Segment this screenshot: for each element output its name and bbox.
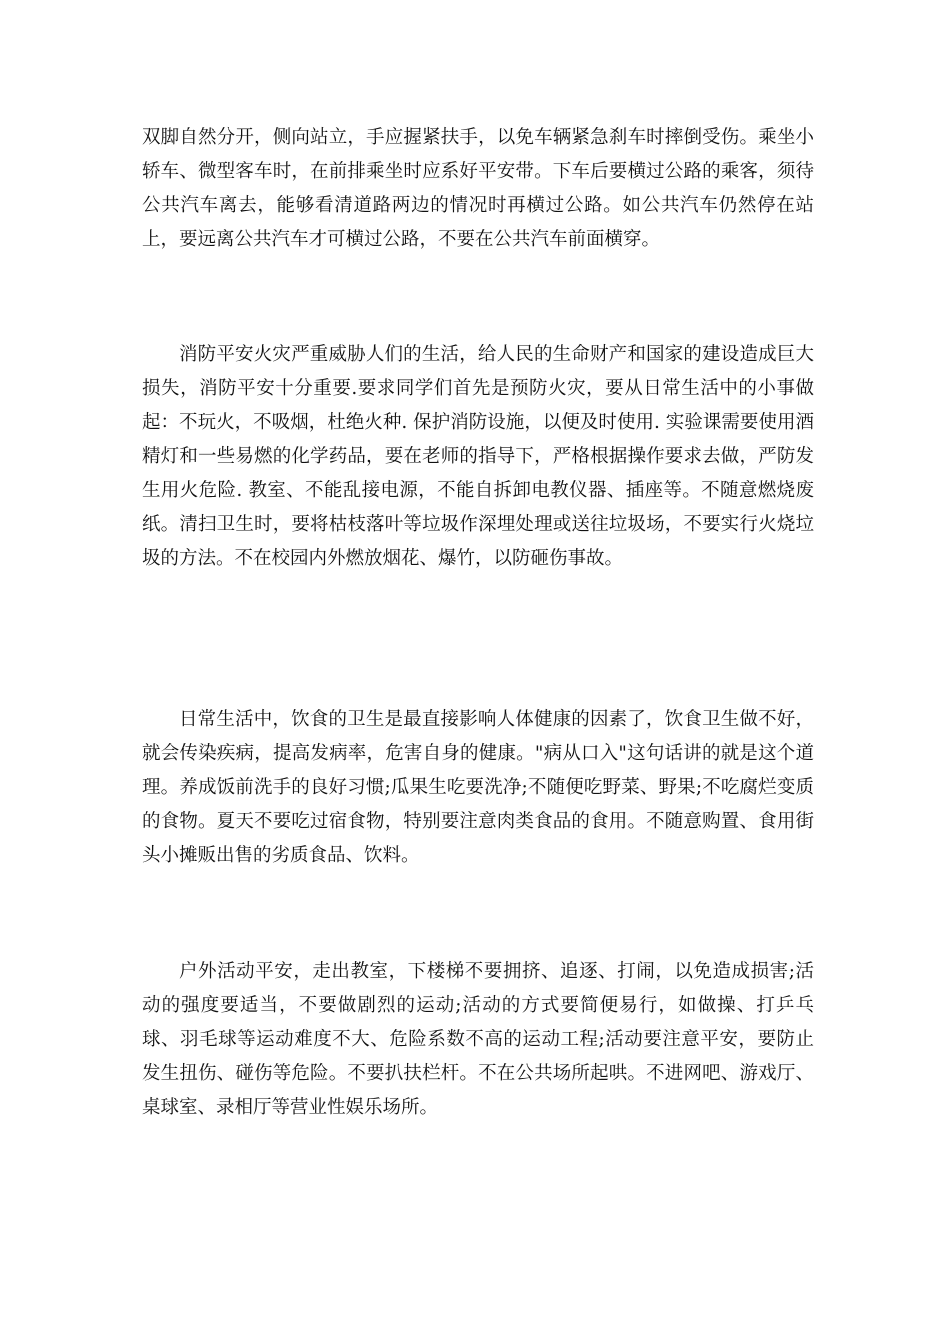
paragraph-bus-safety: 双脚自然分开，侧向站立，手应握紧扶手，以免车辆紧急刹车时摔倒受伤。乘坐小轿车、微型客车时，在前排乘坐时应系好平安带。下车后要横过公路的乘客，须待公共汽车离去，能够看清道路两边的情况时再横过公路。如公共汽车仍然停在站上，要远离公共汽车才可横过公路，不要在公共汽车前面横穿。 bbox=[142, 127, 814, 250]
paragraph-fire-safety: 消防平安火灾严重威胁人们的生活，给人民的生命财产和国家的建设造成巨大损失，消防平安十分重要.要求同学们首先是预防火灾，要从日常生活中的小事做起：不玩火，不吸烟，杜绝火种. 保护消防设施，以便及时使用. 实验课需要使用酒精灯和一些易燃的化学药品，要在老师的指导下，严格根据操作要求去做，严防发生用火危险. 教室、不能乱接电源，不能自拆卸电教仪器、插座等。不随意燃烧废纸。清扫卫生时，要将枯枝落叶等垃圾作深埋处理或送往垃圾场，不要实行火烧垃圾的方法。不在校园内外燃放烟花、爆竹，以防砸伤事故。 bbox=[142, 344, 814, 569]
paragraph-food-hygiene: 日常生活中，饮食的卫生是最直接影响人体健康的因素了，饮食卫生做不好，就会传染疾病，提高发病率，危害自身的健康。"病从口入"这句话讲的就是这个道理。养成饭前洗手的良好习惯;瓜果生吃要洗净;不随便吃野菜、野果;不吃腐烂变质的食物。夏天不要吃过宿食物，特别要注意肉类食品的食用。不随意购置、食用街头小摊贩出售的劣质食品、饮料。 bbox=[142, 709, 814, 866]
paragraph-outdoor-activity: 户外活动平安，走出教室，下楼梯不要拥挤、追逐、打闹，以免造成损害;活动的强度要适当，不要做剧烈的运动;活动的方式要简便易行，如做操、打乒乓球、羽毛球等运动难度不大、危险系数不高的运动工程;活动要注意平安，要防止发生扭伤、碰伤等危险。不要扒扶栏杆。不在公共场所起哄。不进网吧、游戏厅、桌球室、录相厅等营业性娱乐场所。 bbox=[142, 961, 814, 1118]
